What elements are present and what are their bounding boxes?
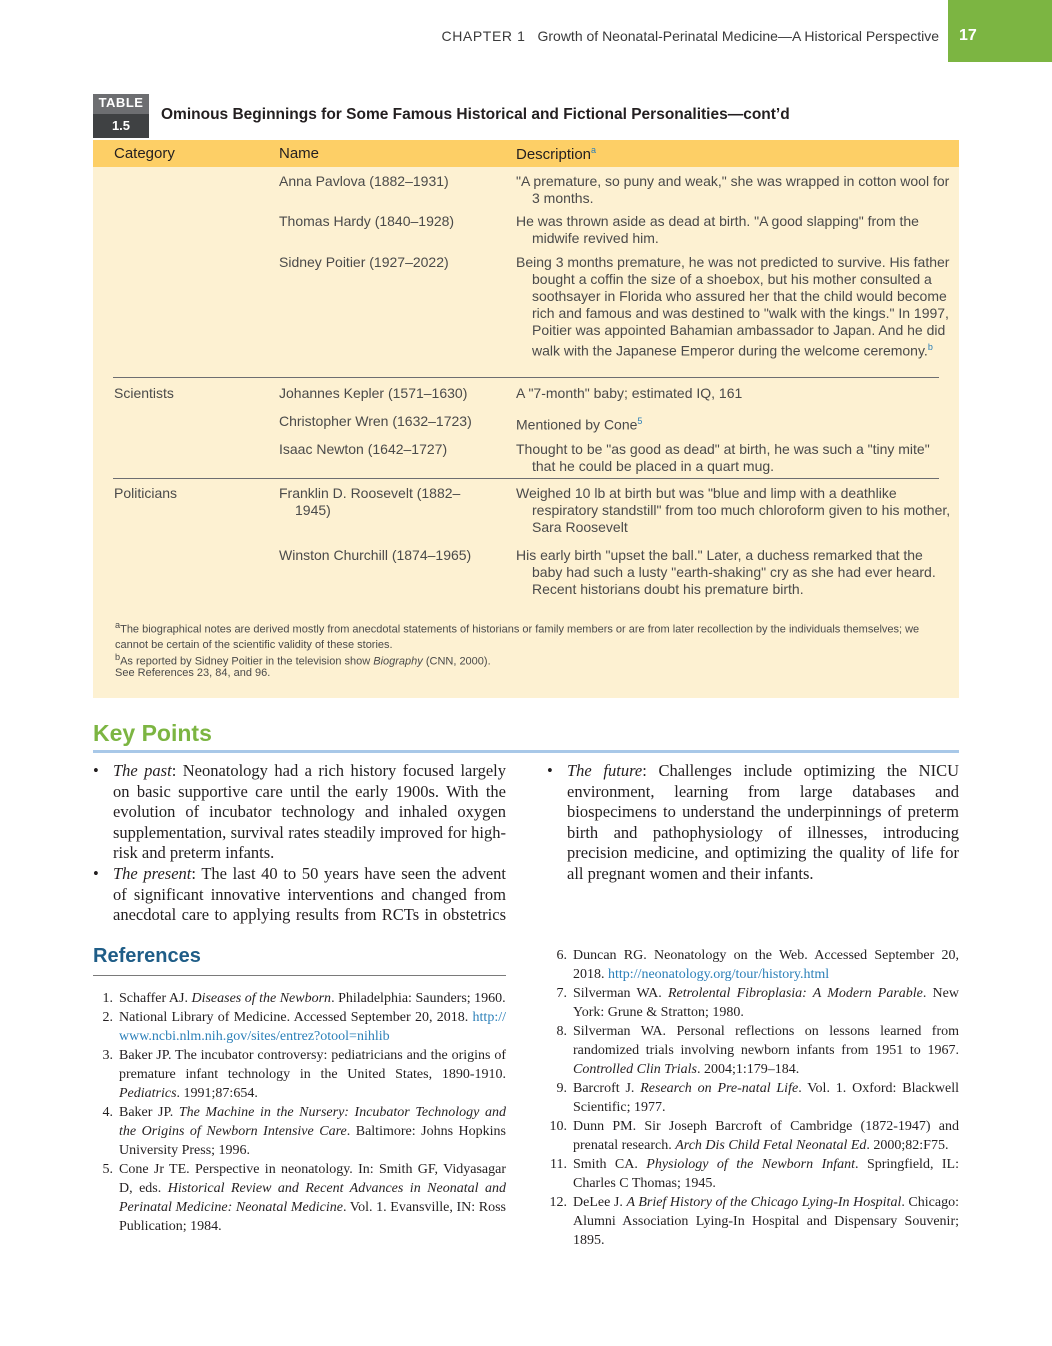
reference-item: 12. DeLee J. A Brief History of the Chicago Lying-In Hospital. Chicago: Alumni Association Lying-In Hospital and Dispensary Souvenir; 1895. xyxy=(549,1195,959,1248)
group-divider xyxy=(113,377,939,378)
page-number: 17 xyxy=(959,27,977,44)
key-point-past: • The past: Neonatology had a rich history focused largely on basic supportive care until the early 1900s. With the evolution of incubator technology and inhaled oxygen supplementation, survival rates steadily improved for high-risk and preterm infants. xyxy=(93,761,506,864)
table xyxy=(93,140,959,698)
row-category: Scientists xyxy=(114,385,174,401)
row-name: Thomas Hardy (1840–1928) xyxy=(279,213,455,229)
reference-item: 8. Silverman WA. Personal reflections on lessons learned from randomized trials involving newborn infants from 1951 to 1967. Controlled Clin Trials. 2004;1:179–184. xyxy=(556,1024,959,1077)
row-description: His early birth "upset the ball." Later, a duchess remarked that the baby had such a lusty "earth-shaking" cry as she had ever heard. Recent historians doubt his premature birth. xyxy=(516,547,936,597)
chapter-title: Growth of Neonatal-Perinatal Medicine—A Historical Perspective xyxy=(537,28,939,44)
header-category: Category xyxy=(114,145,175,162)
reference-item: 1. Schaffer AJ. Diseases of the Newborn. Philadelphia: Saunders; 1960. xyxy=(102,991,506,1006)
table-label xyxy=(93,94,149,138)
row-category: Politicians xyxy=(114,485,178,501)
key-points-rule xyxy=(93,750,959,753)
footnote-marker: a xyxy=(591,145,597,155)
row-name: Johannes Kepler (1571–1630) xyxy=(279,385,468,401)
references-right-column xyxy=(547,946,959,1250)
row-description: "A premature, so puny and weak," she was wrapped in cotton wool for 3 months. xyxy=(516,173,950,206)
row-description: Mentioned by Cone$^5$ xyxy=(516,416,643,433)
table-header-row xyxy=(93,140,959,167)
row-name: Christopher Wren (1632–1723) xyxy=(279,413,472,429)
references-heading: References xyxy=(93,945,201,967)
row-name: Winston Churchill (1874–1965) xyxy=(279,547,472,563)
key-point-future: • The future: Challenges include optimizing the NICU environment, learning from large databases and biospecimens to understand the underpinnings of preterm birth and pathophysiology of illnesses, introducing precision medicine, and optimizing the quality of life for all pregnant women and their infants. xyxy=(547,761,959,885)
references-rule xyxy=(93,975,506,976)
reference-item: 6. Duncan RG. Neonatology on the Web. Accessed September 20, 2018. http://neonatology.org/tour/history.html xyxy=(556,948,959,982)
footnote-marker: 5 xyxy=(637,416,643,426)
header-description: Description$^a$ xyxy=(516,145,597,163)
page-number-box xyxy=(948,0,1052,62)
reference-link[interactable]: http://neonatology.org/tour/history.html xyxy=(608,967,830,982)
header-name: Name xyxy=(279,145,320,162)
key-point-present: • The present: The last 40 to 50 years have seen the advent of significant innovative interventions and changed from anecdotal care to applying results from RCTs in obstetrics xyxy=(93,864,506,925)
reference-item: 7. Silverman WA. Retrolental Fibroplasia: A Modern Parable. New York: Grune & Stratton; 1980. xyxy=(556,986,959,1020)
key-points-left-column xyxy=(93,761,506,925)
reference-link[interactable]: http://www.ncbi.nlm.nih.gov/sites/entrez?otool=nihlib xyxy=(119,1010,506,1044)
table-title: Ominous Beginnings for Some Famous Historical and Fictional Personalities—cont’d xyxy=(161,106,790,123)
chapter-label: CHAPTER 1 xyxy=(441,28,526,44)
table-label-word: TABLE xyxy=(93,94,149,114)
reference-item: 2. National Library of Medicine. Accessed September 20, 2018. http://www.ncbi.nlm.nih.gov/sites/entrez?otool=nihlib xyxy=(102,1010,506,1044)
references-left-column xyxy=(93,989,506,1236)
group-divider xyxy=(113,478,939,479)
key-points-right-column xyxy=(547,761,959,885)
row-name: Sidney Poitier (1927–2022) xyxy=(279,254,449,270)
row-description: Being 3 months premature, he was not predicted to survive. His father bought a coffin the size of a shoebox, but his mother consulted a soothsayer in Florida who assured her that the child would become rich and famous and was destined to "walk with the kings." In 1997, Poitier was appointed Bahamian ambassador to Japan. And he did walk with the Japanese Emperor during the welcome ceremony.$^b$ xyxy=(516,254,950,359)
footnote-a: $^a$The biographical notes are derived mostly from anecdotal statements of historians or family members or are from later recollection by the individuals themselves; we cannot be certain of the scientific validity of these stories. xyxy=(115,620,920,652)
footnote-marker: b xyxy=(927,342,933,352)
row-name: Isaac Newton (1642–1727) xyxy=(279,441,448,457)
reference-item: 10. Dunn PM. Sir Joseph Barcroft of Cambridge (1872-1947) and prenatal research. Arch Dis Child Fetal Neonatal Ed. 2000;82:F75. xyxy=(549,1119,959,1153)
row-name: Anna Pavlova (1882–1931) xyxy=(279,173,449,189)
footnote-see-references: See References 23, 84, and 96. xyxy=(115,667,271,679)
table-label-number: 1.5 xyxy=(93,114,149,138)
row-description: He was thrown aside as dead at birth. "A good slapping" from the midwife revived him. xyxy=(516,213,919,246)
running-header xyxy=(442,28,940,44)
row-name: Franklin D. Roosevelt (1882–1945) xyxy=(279,485,461,518)
row-description: Weighed 10 lb at birth but was "blue and limp with a deathlike respiratory standstill" from too much chloroform given to his mother, Sara Roosevelt xyxy=(516,485,951,535)
row-description: A "7-month" baby; estimated IQ, 161 xyxy=(516,385,743,401)
reference-item: 11. Smith CA. Physiology of the Newborn Infant. Springfield, IL: Charles C Thomas; 1945. xyxy=(550,1157,959,1191)
reference-item: 3. Baker JP. The incubator controversy: pediatricians and the origins of premature infant technology in the United States, 1890-1910. Pediatrics. 1991;87:654. xyxy=(102,1048,506,1101)
key-points-heading: Key Points xyxy=(93,720,212,746)
reference-item: 5. Cone Jr TE. Perspective in neonatology. In: Smith GF, Vidyasagar D, eds. Historical Review and Recent Advances in Neonatal and Perinatal Medicine: Neonatal Medicine. Vol. 1. Evansville, IN: Ross Publication; 1984. xyxy=(102,1162,507,1234)
row-description: Thought to be "as good as dead" at birth, he was such a "tiny mite" that he could be placed in a quart mug. xyxy=(516,441,930,474)
reference-item: 4. Baker JP. The Machine in the Nursery: Incubator Technology and the Origins of Newborn Intensive Care. Baltimore: Johns Hopkins University Press; 1996. xyxy=(102,1105,506,1158)
footnote-b: $^b$As reported by Sidney Poitier in the television show Biography (CNN, 2000). xyxy=(115,652,491,668)
reference-item: 9. Barcroft J. Research on Pre-natal Life. Vol. 1. Oxford: Blackwell Scientific; 1977. xyxy=(556,1081,959,1115)
